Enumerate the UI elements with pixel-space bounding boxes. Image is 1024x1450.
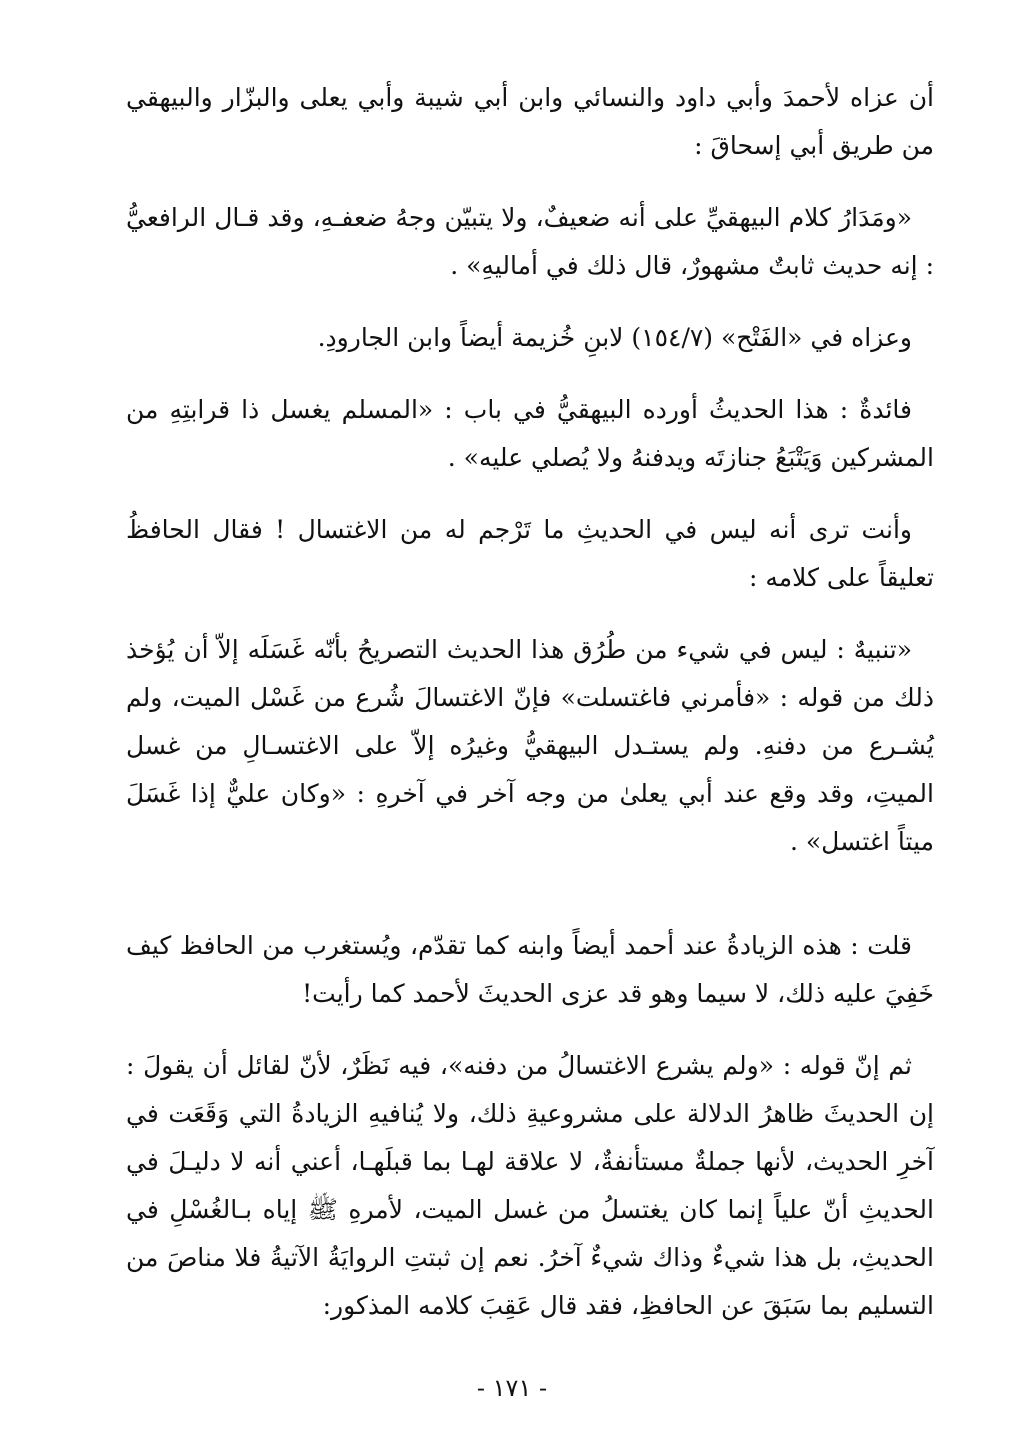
page-number: - ١٧١ -: [476, 1374, 548, 1402]
paragraph-fath-reference: وعزاه في «الفَتْح» (١٥٤/٧) لابنِ خُزيمة أيضاً وابن الجارودِ.: [317, 323, 912, 352]
paragraph-notice-quote: «تنبيهٌ : ليس في شيء من طُرُق هذا الحديث التصريحُ بأنّه غَسَلَه إلاّ أن يُؤخذ ذلك من قوله : «فأمرني فاغتسلت» فإنّ الاغتسالَ شُرع من غَسْل الميت، ولم يُشـرع من دفنهِ. ولم يستـدل البيهقيُّ وغيرُه إلاّ على الاغتسـالِ من غسل الميتِ، وقد وقع عند أبي يعلىٰ من وجه آخر في آخرهِ : «وكان عليٌّ إذا غَسَلَ ميتاً اغتسل» .: [126, 635, 934, 856]
paragraph-benefit: فائدةٌ : هذا الحديثُ أورده البيهقيُّ في باب : «المسلم يغسل ذا قرابتِهِ من المشركين وَيَتْبَعُ جنازتَه ويدفنهُ ولا يُصلي عليه» .: [126, 395, 934, 472]
paragraph-gap: [126, 890, 934, 922]
document-page: [126, 74, 934, 1354]
paragraph-author-note: قلت : هذه الزيادةُ عند أحمد أيضاً وابنه كما تقدّم، ويُستغرب من الحافظ كيف خَفِيَ عليه ذلك، لا سيما وهو قد عزى الحديثَ لأحمد كما رأيت!: [126, 931, 934, 1008]
paragraph-attribution: أن عزاه لأحمدَ وأبي داود والنسائي وابن أبي شيبة وأبي يعلى والبزّار والبيهقي من طريق أبي إسحاقَ :: [126, 83, 934, 160]
paragraph-analysis: ثم إنّ قوله : «ولم يشرع الاغتسالُ من دفنه»، فيه نَظَرٌ، لأنّ لقائل أن يقولَ : إن الحديثَ ظاهرُ الدلالة على مشروعيةِ ذلك، ولا يُنافيهِ الزيادةُ التي وَقَعَت في آخرِ الحديث، لأنها جملةٌ مستأنفةٌ، لا علاقة لهـا بما قبلَهـا، أعني أنه لا دليـلَ في الحديثِ أنّ علياً إنما كان يغتسلُ من غسل الميت، لأمرهِ ﷺ إياه بـالغُسْلِ في الحديثِ، بل هذا شيءٌ وذاك شيءٌ آخرُ. نعم إن ثبتتِ الروايَةُ الآتيةُ فلا مناصَ من التسليم بما سَبَقَ عن الحافظِ، فقد قال عَقِبَ كلامه المذكور:: [126, 1051, 934, 1320]
paragraph-observation: وأنت ترى أنه ليس في الحديثِ ما تَرْجم له من الاغتسال ! فقال الحافظُ تعليقاً على كلامه :: [126, 515, 934, 592]
paragraph-bayhaqi-quote: «ومَدَارُ كلام البيهقيِّ على أنه ضعيفٌ، ولا يتبيّن وجهُ ضعفـهِ، وقد قـال الرافعيُّ : إنه حديث ثابتٌ مشهورٌ، قال ذلك في أماليهِ» .: [126, 203, 934, 280]
